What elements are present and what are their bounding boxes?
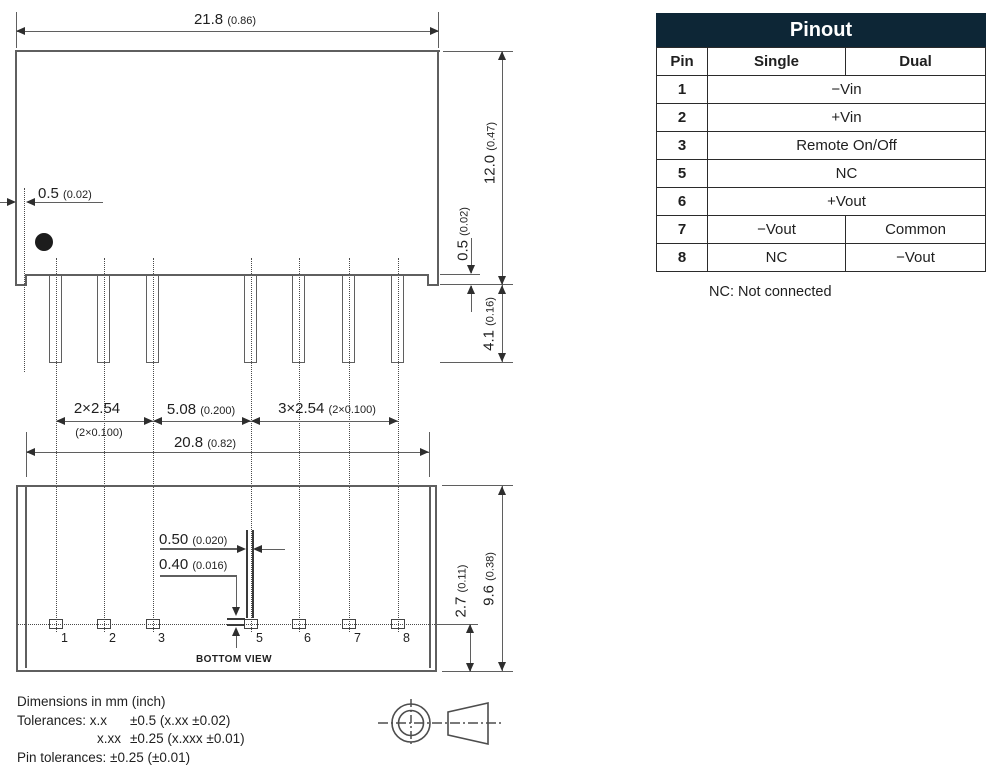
arrowhead xyxy=(251,417,260,425)
pin-bottom-view xyxy=(244,619,258,629)
dim-pin-row-offset: 2.7 (0.11) xyxy=(452,564,470,618)
arrowhead xyxy=(498,285,506,294)
extension-line xyxy=(429,432,430,477)
function-cell-dual: Common xyxy=(846,216,986,244)
arrowhead xyxy=(389,417,398,425)
body-top-edge xyxy=(15,50,440,52)
pin-bottom-view xyxy=(391,619,405,629)
leader-line xyxy=(160,575,237,577)
pin-bottom-view xyxy=(342,619,356,629)
body-right-edge xyxy=(437,50,439,286)
dimension-line xyxy=(502,51,503,285)
pin-number: 7 xyxy=(354,631,361,645)
table-row xyxy=(657,244,986,272)
arrowhead xyxy=(498,353,506,362)
function-cell-single: −Vout xyxy=(708,216,846,244)
arrowhead xyxy=(498,486,506,495)
arrowhead xyxy=(467,285,475,294)
dimension-line xyxy=(26,452,429,453)
pin-cell: 7 xyxy=(657,216,708,244)
note-pattern-2: x.xx xyxy=(97,731,122,746)
bottom-view-inner-wall-left xyxy=(25,487,27,668)
arrowhead xyxy=(7,198,16,206)
extension-line xyxy=(440,362,513,363)
dim-body-depth: 9.6 (0.38) xyxy=(480,552,498,606)
column-header-pin: Pin xyxy=(657,48,708,76)
arrowhead xyxy=(26,448,35,456)
pin-cell: 5 xyxy=(657,160,708,188)
dim-standoff: 0.5 (0.02) xyxy=(454,207,472,261)
pin-side-view xyxy=(342,275,355,363)
dim-pitch-a-inch: (2×0.100) xyxy=(75,427,123,439)
pin-bottom-view xyxy=(146,619,160,629)
note-units: Dimensions in mm (inch) xyxy=(17,694,166,709)
note-tolerance-1: ±0.5 (x.xx ±0.02) xyxy=(130,713,231,728)
pin-section-line xyxy=(246,530,248,618)
foot-inner-right xyxy=(427,274,429,286)
nc-note: NC: Not connected xyxy=(709,284,832,300)
pin-bottom-view xyxy=(97,619,111,629)
dim-body-height: 12.0 (0.47) xyxy=(481,121,499,185)
extension-line xyxy=(440,274,480,275)
pin-cell: 6 xyxy=(657,188,708,216)
dim-pitch-a: 2×2.54 xyxy=(73,400,121,417)
pinout-table-title: Pinout xyxy=(657,14,986,48)
pin1-indicator-dot xyxy=(35,233,53,251)
pin-section-bar xyxy=(227,624,245,626)
pin-side-view xyxy=(146,275,159,363)
table-row xyxy=(657,76,986,104)
arrowhead xyxy=(26,198,35,206)
arrowhead xyxy=(242,417,251,425)
column-header-dual: Dual xyxy=(846,48,986,76)
pin-number: 2 xyxy=(109,631,116,645)
leader-line xyxy=(262,549,285,550)
table-row xyxy=(657,188,986,216)
pin-number: 1 xyxy=(61,631,68,645)
arrowhead xyxy=(498,51,506,60)
pinout-table xyxy=(656,13,986,272)
arrowhead xyxy=(466,624,474,633)
function-cell: Remote On/Off xyxy=(708,132,986,160)
table-row xyxy=(657,216,986,244)
leader-line xyxy=(28,202,103,203)
leader-line xyxy=(236,575,237,607)
table-row xyxy=(657,132,986,160)
function-cell-single: NC xyxy=(708,244,846,272)
pin-number: 5 xyxy=(256,631,263,645)
arrowhead xyxy=(232,607,240,616)
pin-cell: 1 xyxy=(657,76,708,104)
pin-bottom-view xyxy=(292,619,306,629)
dimension-line xyxy=(16,31,439,32)
table-row xyxy=(657,160,986,188)
arrowhead xyxy=(253,545,262,553)
note-tolerances-label: Tolerances: x.x xyxy=(17,713,108,728)
dim-pin-length: 4.1 (0.16) xyxy=(480,297,498,351)
pin-side-view xyxy=(244,275,257,363)
pin-cell: 8 xyxy=(657,244,708,272)
function-cell: NC xyxy=(708,160,986,188)
note-pin-tolerances: Pin tolerances: ±0.25 (±0.01) xyxy=(17,750,191,765)
dim-pitch-b: 5.08 (0.200) xyxy=(166,401,236,418)
arrowhead xyxy=(430,27,439,35)
dimension-line xyxy=(502,285,503,362)
dim-pitch-c: 3×2.54 (2×0.100) xyxy=(278,400,376,417)
reference-centerline xyxy=(24,188,25,372)
arrowhead xyxy=(420,448,429,456)
pinout-header-row xyxy=(657,48,986,76)
arrowhead xyxy=(16,27,25,35)
dimension-line xyxy=(502,485,503,672)
column-header-single: Single xyxy=(708,48,846,76)
bottom-view-label: BOTTOM VIEW xyxy=(196,654,272,665)
function-cell: +Vin xyxy=(708,104,986,132)
body-left-edge xyxy=(15,50,17,286)
leader-line xyxy=(236,636,237,648)
pin-number: 3 xyxy=(158,631,165,645)
function-cell: −Vin xyxy=(708,76,986,104)
pin-bottom-view xyxy=(49,619,63,629)
arrowhead xyxy=(153,417,162,425)
body-bottom-face xyxy=(26,274,428,276)
first-angle-projection-icon xyxy=(375,695,505,753)
arrowhead xyxy=(498,276,506,285)
arrowhead xyxy=(237,545,246,553)
dim-pin-span: 20.8 (0.82) xyxy=(173,434,237,451)
pin-side-view xyxy=(49,275,62,363)
dim-body-width: 21.8 (0.86) xyxy=(193,11,257,28)
bottom-view-inner-wall-right xyxy=(429,487,431,668)
dim-edge-offset: 0.5 (0.02) xyxy=(38,185,92,202)
pin-cell: 2 xyxy=(657,104,708,132)
arrowhead xyxy=(144,417,153,425)
pin-number: 8 xyxy=(403,631,410,645)
pin-number: 6 xyxy=(304,631,311,645)
bottom-view-outline xyxy=(16,485,437,672)
arrowhead xyxy=(498,662,506,671)
pin-section-bar xyxy=(227,618,245,620)
table-row xyxy=(657,104,986,132)
arrowhead xyxy=(467,265,475,274)
function-cell-dual: −Vout xyxy=(846,244,986,272)
arrowhead xyxy=(466,663,474,672)
leader-line xyxy=(160,548,237,550)
pin-side-view xyxy=(391,275,404,363)
dimension-line xyxy=(56,421,398,422)
pin-section-line xyxy=(252,530,254,618)
note-tolerance-2: ±0.25 (x.xxx ±0.01) xyxy=(130,731,245,746)
foot-inner-left xyxy=(25,274,27,286)
arrowhead xyxy=(232,627,240,636)
pin-cell: 3 xyxy=(657,132,708,160)
pin-side-view xyxy=(292,275,305,363)
dim-pin-thickness: 0.40 (0.016) xyxy=(159,556,228,573)
function-cell: +Vout xyxy=(708,188,986,216)
dim-pin-width: 0.50 (0.020) xyxy=(159,531,228,548)
pin-side-view xyxy=(97,275,110,363)
